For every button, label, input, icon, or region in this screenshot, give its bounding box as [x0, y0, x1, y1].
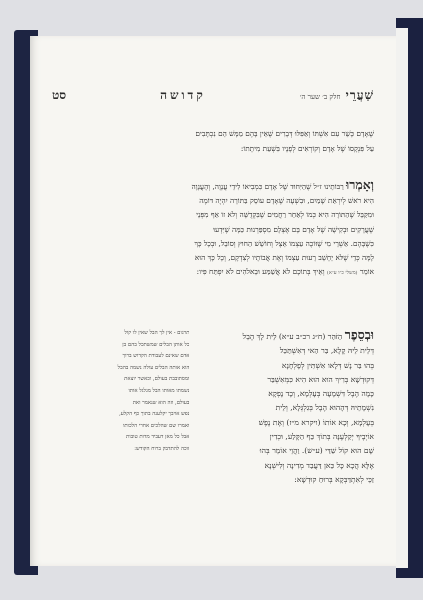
commentary-line: כל אותן הבלים שמשתכל בהם בן: [122, 341, 190, 348]
commentary-line: אבל כל מאן דעביד מדות טובות: [126, 434, 190, 441]
paragraph-1: [52, 126, 374, 156]
two-column-section: [52, 328, 374, 487]
commentary-line: תרגום - אין לך הבל שאין לו קול: [124, 330, 190, 336]
commentary-column: [52, 328, 189, 487]
book-title-group: [300, 84, 374, 103]
running-head: [52, 84, 374, 104]
page-edge: [396, 28, 408, 568]
commentary-line: נפש אויבך יקלענה בתוך כף הקלע,: [119, 411, 190, 418]
text-line: דְּלֵית לֵיהּ קָלָא, בַּר הַאי דְּאִשְׁתַּכַּל: [279, 346, 374, 356]
section-title: קדושה: [160, 88, 206, 102]
text-line: נִשְׁמָתֵיהּ דְּהָהוּא הֶבֶל בְּגִלְגְּלָא, וְלֵית: [275, 403, 374, 413]
text-line: עַל פִּנְקָסוֹ שֶׁל אָדָם וְקוֹרְאִים לְפָנָיו בִּשְׁעַת מִיתָתוֹ:: [240, 144, 374, 153]
commentary-line: נשמתו מאותו הבל מגלגל אותו: [128, 387, 190, 394]
text-line: אוֹיְבֶיךָ יְקַלְעֶנָּה בְּתוֹךְ כַּף הַקָּלַע, וּכְדִין: [269, 432, 374, 442]
text-line: [52, 178, 374, 194]
text-line: הִיא רֹאשׁ לְיִרְאַת שָׁמַיִם, וּבִשְׁעָה שֶׁאָדָם עוֹסֵק בַּתּוֹרָה יִהְיֶה דּוֹמֶה: [199, 196, 374, 206]
text-line: דְּקוּדְשָׁא בְּרִיךְ הוּא הוּא הִיא כִּמְּאִשְׁבַּר: [267, 374, 374, 384]
text-fragment: רַבּוֹתֵינוּ ז״ל שֶׁהַיִּחוּד שֶׁל אָדָם כִּמְבִיאוֹ לִידֵי עֲנָוָה, וְהָעֲנָוָה: [191, 182, 344, 191]
text-fragment: הַזֹּהַר (ח״ג רכ״ב ע״א) לֵית לָךְ הֶבֵל: [242, 332, 343, 341]
text-line: שָׁם הוּא קוֹל שַׁדַּי (ע״ש). וַהֲוֵי אוֹמֵר בְּהוּ: [259, 446, 374, 456]
commentary-line: ומסתובבת בעולם, וכאשר יוצאת: [124, 376, 190, 383]
text-line: כִּשֶׁבָּהֶם. אַשְׁרֵי מִי שֶׁזּוֹכֶה עַצְמוֹ אֵצֶל וְחוֹשֵׁשׁ הַחוּץ וְסוֹבֵל, וּבְכָל כָּךְ: [194, 238, 374, 248]
commentary-line: הוא אותה הבלים עולה נשמה בהבל: [117, 364, 190, 371]
running-subtitle: חלק ב׳ שער ה׳: [299, 93, 341, 101]
source-note: (משלי כ״ו ע״א): [326, 270, 358, 277]
text-line: [199, 328, 374, 344]
text-line: זַכֵּי לְאִתְדַּבְּקָא בְּרוּחַ קוּדְשָׁא:: [294, 474, 374, 484]
text-fragment: אוֹמֵר: [359, 267, 374, 277]
text-line: [52, 265, 374, 280]
text-line: בְּעָלְמָא, וְכָא אוֹתוֹ (ויקרא מ״ז) וְאֶת נֶפֶשׁ: [258, 417, 374, 427]
text-line: לָמָּה כְּדֵי שֶׁלֹּא יֵחָשֵׁב רָעוּת עַצְמוֹ וְאֶת אֲבוֹתָיו לְצִדְקָם, וְכָל כָּךְ הוּא: [194, 253, 374, 263]
text-line: בְּהוּ בַּר נָשׁ דְּלָאו אִשְׁתִּין לְפָלְחָנָא: [281, 360, 374, 370]
book-title: שַׁעֲרֵי: [345, 88, 374, 102]
text-line: וּמִקַּבֵּל שֶׁהַתּוֹרָה הִיא כְּמוֹ לְאַחַר רַחֲמִים שֶׁבִּקְדֻשָּׁה וְלֹא זוֹ אַף מִפְּנֵי: [196, 210, 374, 220]
commentary-line: אדם שאינם לעבודת הקדוש ברוך: [122, 353, 190, 360]
text-fragment: וְאֵיךְ בְּתוֹכָם לֹא אֲשַׁמַּע וּבֵאלֹהִים לֹא יִפְתַּח פִּיו:: [196, 267, 325, 277]
page-number: סט: [52, 88, 67, 102]
text-line: כָּמָה הֶבֶל דִּשְׁמָעָה בְּעָלְמָא, וְכָד נָפְקָא: [268, 389, 374, 399]
text-line: שֶׁאָדָם כָּשֵׁר עִם אִשְׁתּוֹ וְאַפִּלּוּ דְּבָרִים שֶׁאֵין בָּהֶם מַמָּשׁ הֵם נִכְתָּבִים: [195, 129, 374, 138]
commentary-line: ואמרו שם שהלכים אחרי הלכותו: [123, 422, 190, 429]
lead-word: וְאָמְרוּ: [346, 178, 374, 192]
commentary-line: זוכה להתדבק ברוח הקודש:: [134, 445, 190, 452]
text-line: אֶלָּא הֲכָא כָּל כַּאן דַּעֲבַד מְדִינָה וְלִישְׁנָא: [264, 460, 374, 470]
main-text-column: [199, 328, 374, 487]
paragraph-2: [52, 178, 374, 280]
text-line: שֶׁעֲרָקִים וּבְקִישָׁה שֶׁל אָדָם בָּם אֶצְלָם מִסְפַּרְנוּת כַּמָּה שֶׁיִּדְעוּ: [213, 224, 374, 234]
book-page: [30, 36, 396, 566]
lead-word: וּבְסֵפֶר: [344, 328, 374, 342]
commentary-line: בעולם, וזה הוא שנאמר ואת: [132, 399, 190, 406]
